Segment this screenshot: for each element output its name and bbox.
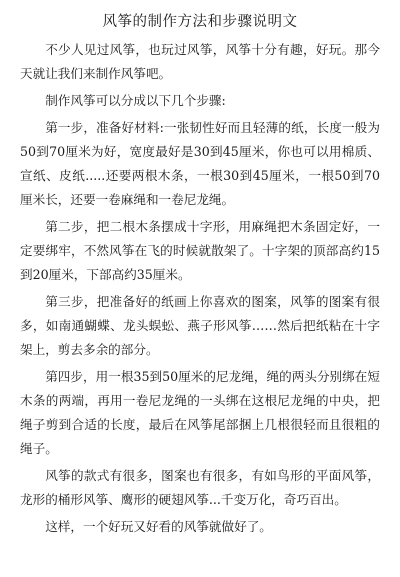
paragraph-step-3: 第三步，把准备好的纸画上你喜欢的图案，风筝的图案有很多，如南通蝴蝶、龙头蜈蚣、燕子形风筝……然后把纸粘在十字架上，剪去多余的部分。 (20, 294, 380, 357)
paragraph-step-4: 第四步，用一根35到50厘米的尼龙绳，绳的两头分别绑在短木条的两端，再用一卷尼龙绳的一头绑在这根尼龙绳的中央，把绳子剪到合适的长度，最后在风筝尾部捆上几根很轻而且很粗的绳子。 (20, 369, 380, 456)
document-title: 风筝的制作方法和步骤说明文 (102, 14, 298, 30)
paragraph-step-1: 第一步，准备好材料:一张韧性好而且轻薄的纸，长度一般为50到70厘米为好，宽度最好是30到45厘米，你也可以用棉质、宣纸、皮纸.....还要两根木条，一根30到45厘米，一根50到70厘米长，还要一卷麻绳和一卷尼龙绳。 (20, 120, 380, 207)
paragraph-steps-intro: 制作风筝可以分成以下几个步骤: (45, 93, 226, 108)
paragraph-styles: 风筝的款式有很多，图案也有很多，有如鸟形的平面风筝，龙形的桶形风筝、鹰形的硬翅风筝...千变万化，奇巧百出。 (20, 468, 380, 507)
paragraph-conclusion: 这样，一个好玩又好看的风筝就做好了。 (45, 519, 272, 534)
paragraph-intro: 不少人见过风筝，也玩过风筝，风筝十分有趣，好玩。那今天就让我们来制作风筝吧。 (20, 42, 380, 81)
paragraph-step-2: 第二步，把二根木条摆成十字形，用麻绳把木条固定好，一定要绑牢，不然风筝在飞的时候就散架了。十字架的顶部高约15到20厘米，下部高约35厘米。 (20, 219, 380, 282)
